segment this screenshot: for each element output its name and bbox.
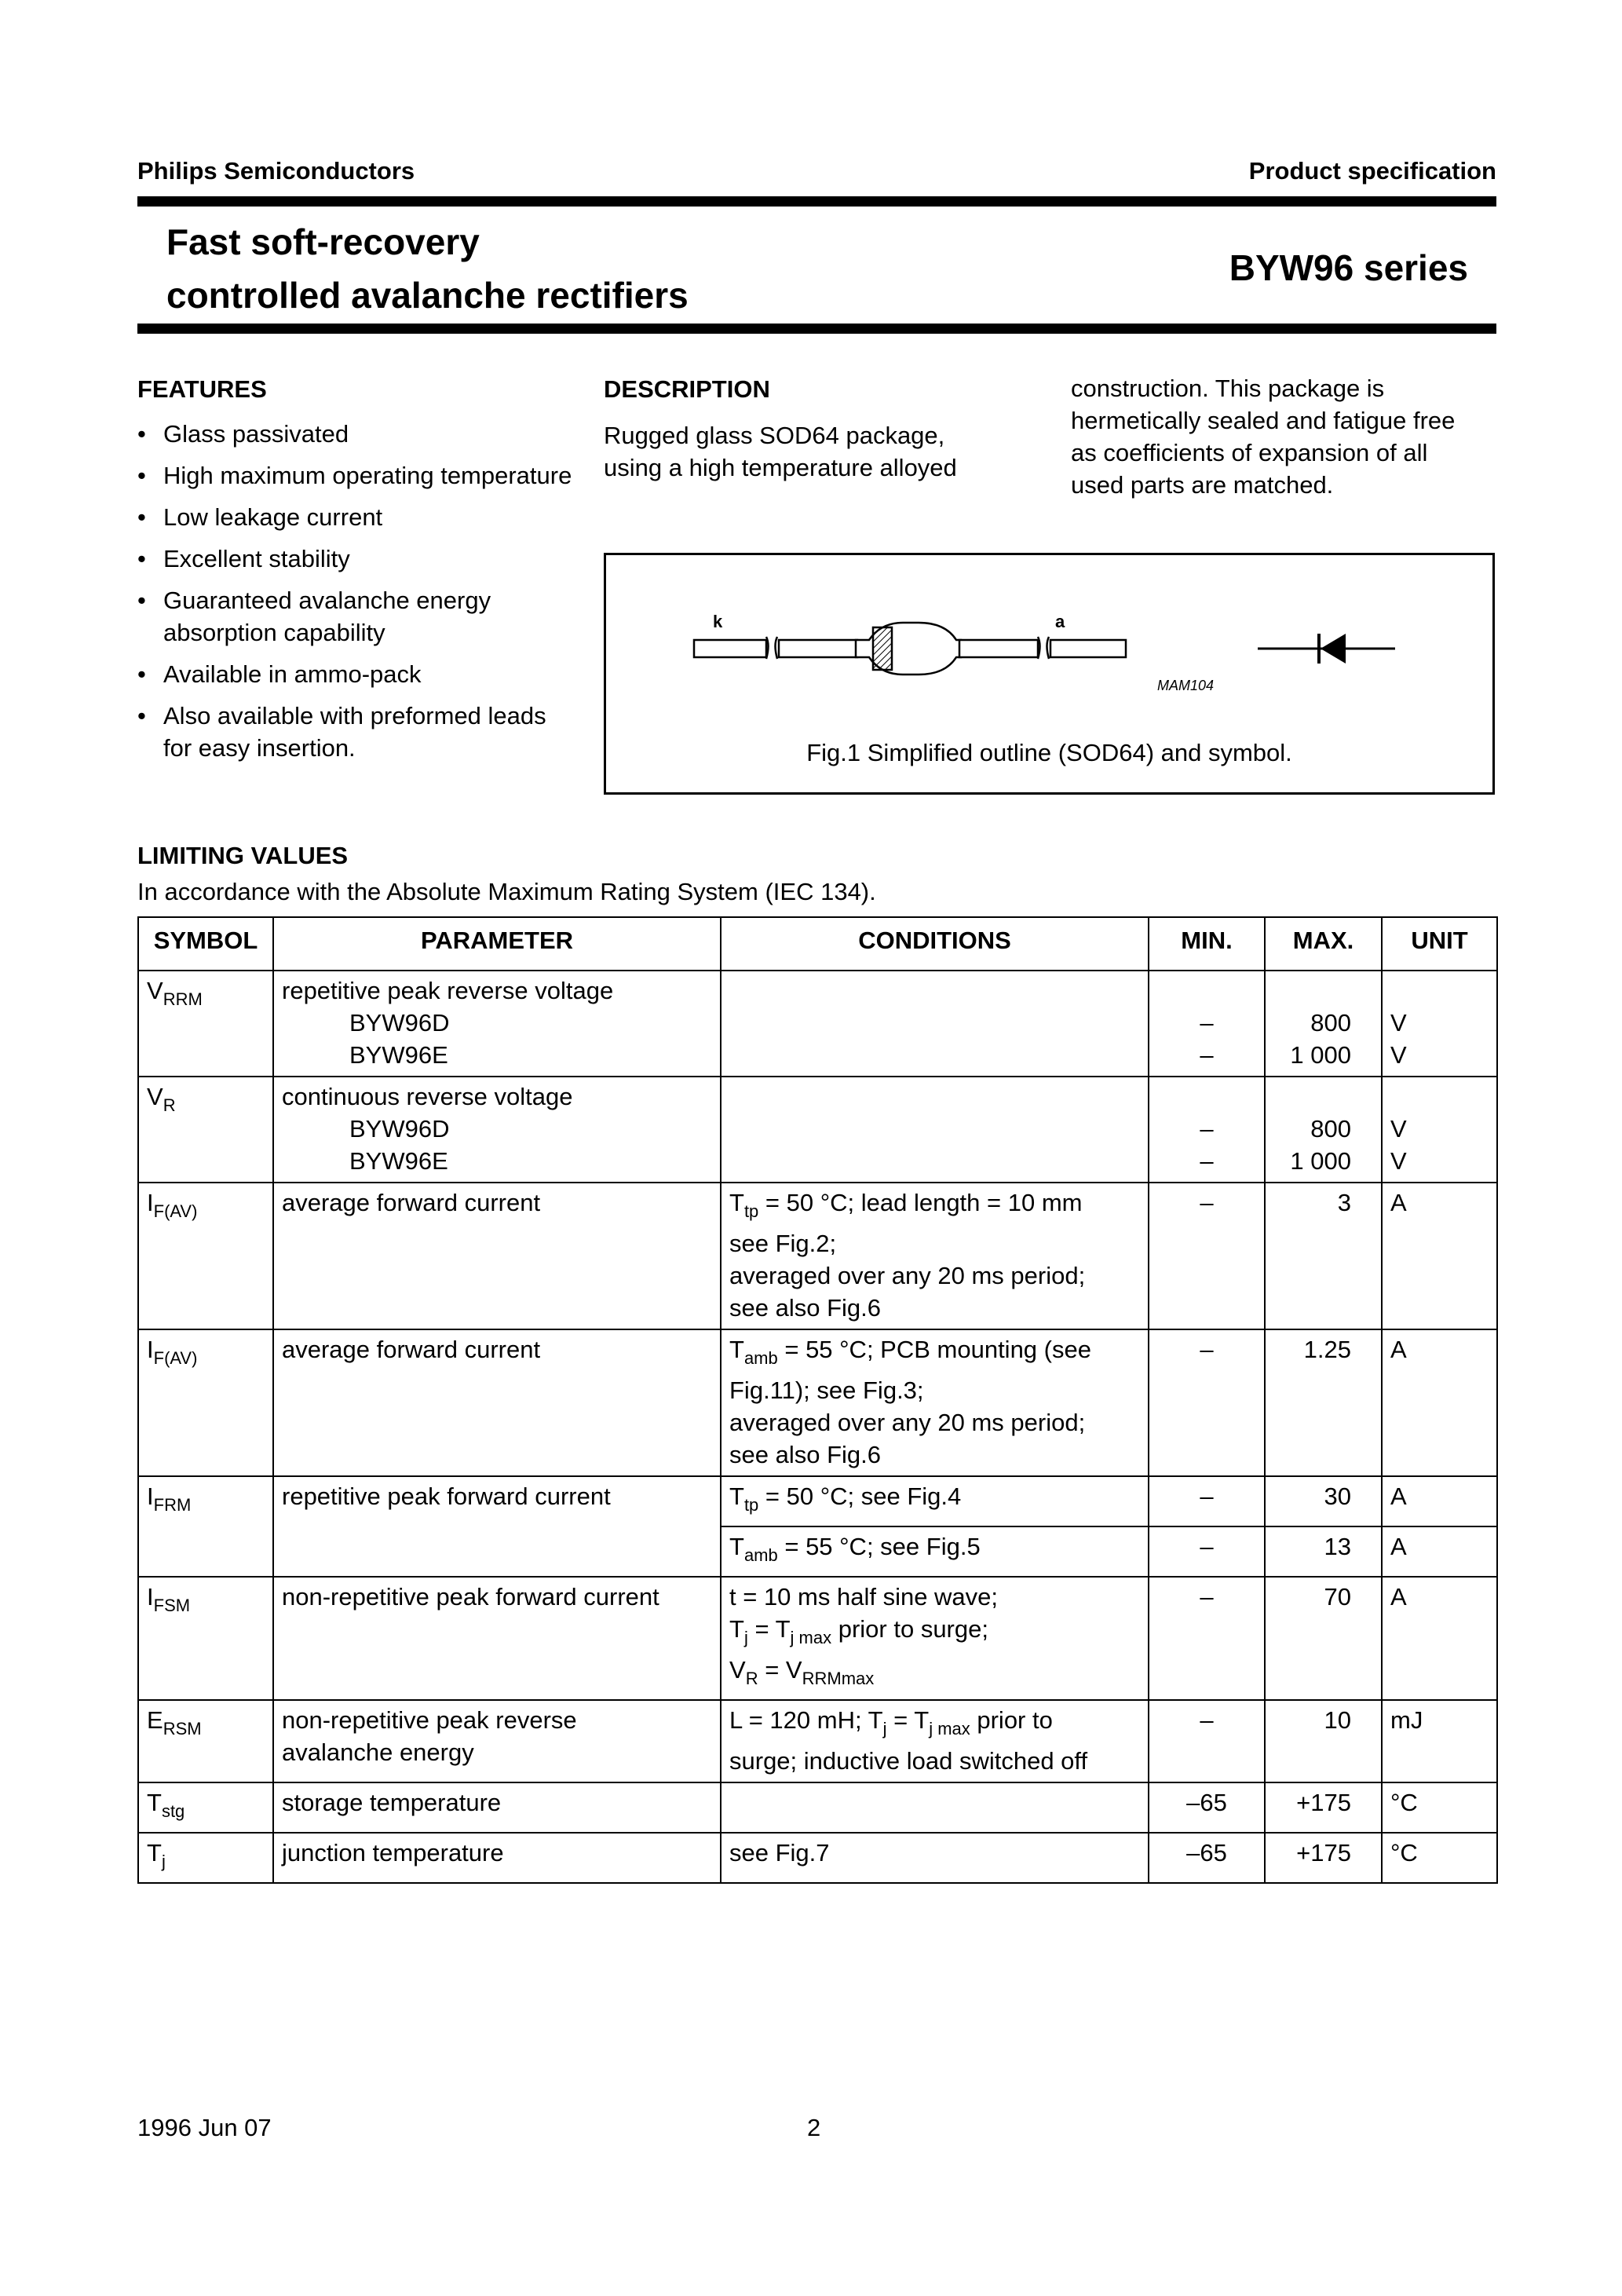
min-cell: – – bbox=[1149, 1077, 1265, 1183]
min-cell: – bbox=[1149, 1526, 1265, 1577]
document-type: Product specification bbox=[1248, 157, 1496, 185]
feature-item: • Guaranteed avalanche energy absorption capability bbox=[137, 587, 491, 646]
max-cell: 800 1 000 bbox=[1265, 1077, 1382, 1183]
table-row bbox=[138, 1329, 1497, 1476]
conditions-cell: $T_{tp} = 50$ °C; lead length = 10 mm see Fig.2; averaged over any 20 ms period; see also Fig.6 bbox=[721, 1183, 1149, 1329]
symbol-cell: $I_{F(AV)}$ bbox=[138, 1183, 273, 1329]
min-cell: – bbox=[1149, 1476, 1265, 1526]
min-cell: – bbox=[1149, 1700, 1265, 1782]
title-rule bbox=[137, 324, 1496, 334]
title-line-1: Fast soft-recovery bbox=[166, 221, 480, 262]
table-row bbox=[138, 1183, 1497, 1329]
conditions-cell bbox=[721, 1077, 1149, 1183]
unit-cell: mJ bbox=[1382, 1700, 1497, 1782]
limiting-values-intro: In accordance with the Absolute Maximum Rating System (IEC 134). bbox=[137, 878, 876, 905]
parameter-cell: continuous reverse voltage BYW96D BYW96E bbox=[273, 1077, 721, 1183]
unit-cell: A bbox=[1382, 1183, 1497, 1329]
min-cell: –65 bbox=[1149, 1782, 1265, 1833]
page-number: 2 bbox=[807, 2114, 821, 2141]
description-line: Rugged glass SOD64 package, bbox=[604, 422, 945, 449]
min-cell: – bbox=[1149, 1577, 1265, 1700]
symbol-cell: $V_{RRM}$ bbox=[138, 971, 273, 1077]
min-cell: – bbox=[1149, 1183, 1265, 1329]
anode-label: a bbox=[1055, 612, 1065, 631]
max-cell: 70 bbox=[1265, 1577, 1382, 1700]
conditions-cell: see Fig.7 bbox=[721, 1833, 1149, 1883]
feature-item: • Low leakage current bbox=[137, 503, 383, 531]
symbol-cell: $I_{F(AV)}$ bbox=[138, 1329, 273, 1476]
feature-item: • Glass passivated bbox=[137, 420, 349, 448]
series-name: BYW96 series bbox=[1229, 247, 1468, 288]
conditions-cell: $T_{amb} = 55$ °C; see Fig.5 bbox=[721, 1526, 1149, 1577]
conditions-cell bbox=[721, 1782, 1149, 1833]
unit-cell: °C bbox=[1382, 1782, 1497, 1833]
parameter-cell: average forward current bbox=[273, 1183, 721, 1329]
max-cell: 3 bbox=[1265, 1183, 1382, 1329]
unit-cell: V V bbox=[1382, 1077, 1497, 1183]
column-header-min: MIN. bbox=[1149, 917, 1265, 971]
table-header-row bbox=[138, 917, 1497, 971]
description-line: using a high temperature alloyed bbox=[604, 454, 957, 481]
description-heading: DESCRIPTION bbox=[604, 375, 770, 403]
table-row bbox=[138, 1782, 1497, 1833]
diode-symbol-icon bbox=[1258, 634, 1395, 664]
description-col-2 bbox=[1071, 372, 1511, 501]
column-header-unit: UNIT bbox=[1382, 917, 1497, 971]
description-line: used parts are matched. bbox=[1071, 471, 1334, 499]
symbol-cell: $T_j$ bbox=[138, 1833, 273, 1883]
description-line: as coefficients of expansion of all bbox=[1071, 439, 1428, 466]
max-cell: +175 bbox=[1265, 1782, 1382, 1833]
max-cell: +175 bbox=[1265, 1833, 1382, 1883]
conditions-cell: $T_{tp} = 50$ °C; see Fig.4 bbox=[721, 1476, 1149, 1526]
unit-cell: °C bbox=[1382, 1833, 1497, 1883]
parameter-cell: repetitive peak reverse voltage BYW96D BYW96E bbox=[273, 971, 721, 1077]
limiting-values-table bbox=[137, 916, 1498, 1884]
max-cell: 1.25 bbox=[1265, 1329, 1382, 1476]
features-heading: FEATURES bbox=[137, 375, 267, 403]
table-row bbox=[138, 971, 1497, 1077]
min-cell: – – bbox=[1149, 971, 1265, 1077]
max-cell: 10 bbox=[1265, 1700, 1382, 1782]
column-header-conditions: CONDITIONS bbox=[721, 917, 1149, 971]
unit-cell: A bbox=[1382, 1476, 1497, 1526]
conditions-cell: L = 120 mH; $T_j = T_{j max}$ prior to surge; inductive load switched off bbox=[721, 1700, 1149, 1782]
feature-item: • High maximum operating temperature bbox=[137, 462, 572, 489]
min-cell: – bbox=[1149, 1329, 1265, 1476]
column-header-max: MAX. bbox=[1265, 917, 1382, 971]
figure-box bbox=[604, 553, 1495, 795]
parameter-cell: average forward current bbox=[273, 1329, 721, 1476]
top-rule bbox=[137, 196, 1496, 207]
conditions-cell: $T_{amb} = 55$ °C; PCB mounting (see Fig.11); see Fig.3; averaged over any 20 ms period; see also Fig.6 bbox=[721, 1329, 1149, 1476]
description-line: construction. This package is bbox=[1071, 375, 1385, 402]
max-cell: 800 1 000 bbox=[1265, 971, 1382, 1077]
parameter-cell: junction temperature bbox=[273, 1833, 721, 1883]
table-row bbox=[138, 1700, 1497, 1782]
title-line-2: controlled avalanche rectifiers bbox=[166, 275, 689, 316]
feature-item: • Available in ammo-pack bbox=[137, 660, 422, 688]
unit-cell: V V bbox=[1382, 971, 1497, 1077]
max-cell: 13 bbox=[1265, 1526, 1382, 1577]
symbol-cell: $E_{RSM}$ bbox=[138, 1700, 273, 1782]
symbol-cell: $I_{FSM}$ bbox=[138, 1577, 273, 1700]
parameter-cell: repetitive peak forward current bbox=[273, 1476, 721, 1577]
feature-item: • Also available with preformed leads for easy insertion. bbox=[137, 702, 546, 762]
conditions-cell: t = 10 ms half sine wave; $T_j = T_{j max}$ prior to surge; $V_R = V_{RRMmax}$ bbox=[721, 1577, 1149, 1700]
footer-date: 1996 Jun 07 bbox=[137, 2114, 272, 2141]
drawing-code: MAM104 bbox=[1157, 678, 1215, 693]
description-col-1 bbox=[604, 419, 1028, 484]
min-cell: –65 bbox=[1149, 1833, 1265, 1883]
table-row bbox=[138, 1833, 1497, 1883]
symbol-cell: $I_{FRM}$ bbox=[138, 1476, 273, 1577]
table-row bbox=[138, 1077, 1497, 1183]
company-name: Philips Semiconductors bbox=[137, 157, 415, 185]
symbol-cell: $V_R$ bbox=[138, 1077, 273, 1183]
column-header-symbol: SYMBOL bbox=[138, 917, 273, 971]
unit-cell: A bbox=[1382, 1329, 1497, 1476]
conditions-cell bbox=[721, 971, 1149, 1077]
description-line: hermetically sealed and fatigue free bbox=[1071, 407, 1456, 434]
unit-cell: A bbox=[1382, 1577, 1497, 1700]
max-cell: 30 bbox=[1265, 1476, 1382, 1526]
parameter-cell: storage temperature bbox=[273, 1782, 721, 1833]
parameter-cell: non-repetitive peak reverse avalanche energy bbox=[273, 1700, 721, 1782]
parameter-cell: non-repetitive peak forward current bbox=[273, 1577, 721, 1700]
cathode-label: k bbox=[713, 612, 723, 631]
table-row bbox=[138, 1476, 1497, 1526]
symbol-cell: $T_{stg}$ bbox=[138, 1782, 273, 1833]
features-list bbox=[137, 418, 577, 773]
table-row bbox=[138, 1577, 1497, 1700]
limiting-values-heading: LIMITING VALUES bbox=[137, 842, 349, 869]
feature-item: • Excellent stability bbox=[137, 545, 350, 572]
column-header-parameter: PARAMETER bbox=[273, 917, 721, 971]
unit-cell: A bbox=[1382, 1526, 1497, 1577]
figure-caption: Fig.1 Simplified outline (SOD64) and symbol. bbox=[806, 739, 1292, 766]
